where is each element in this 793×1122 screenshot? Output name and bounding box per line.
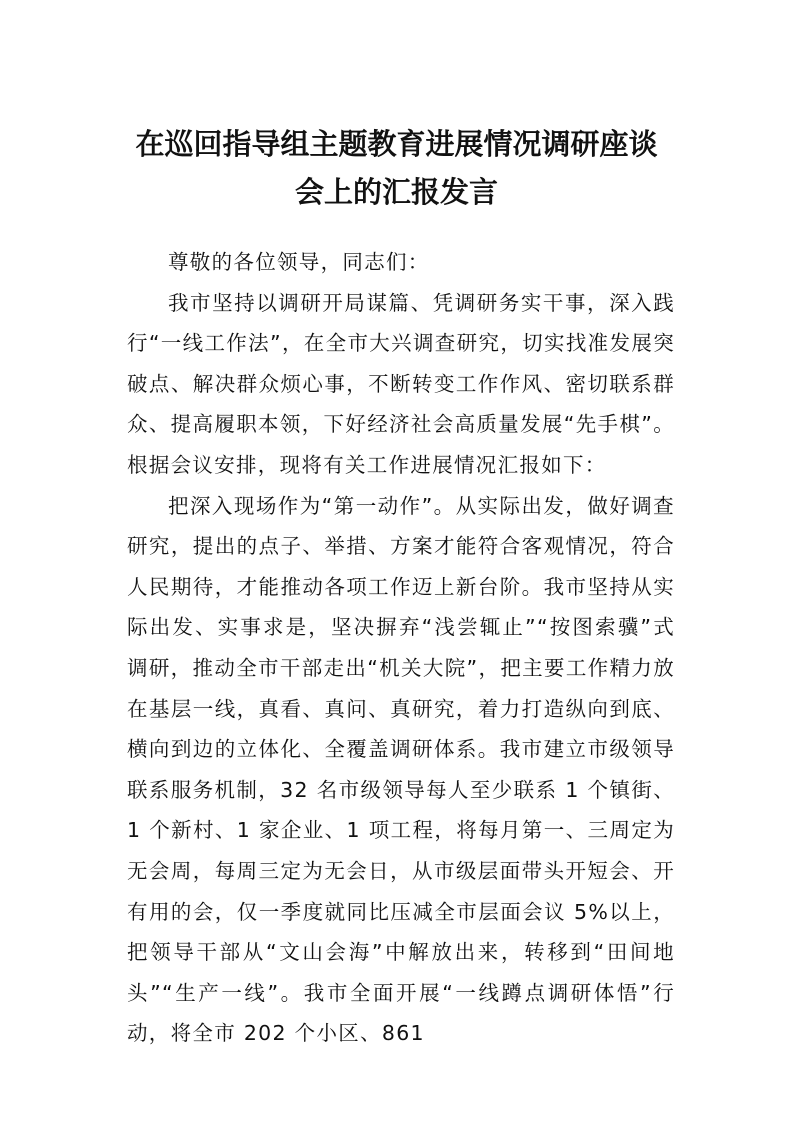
document-title-line-1: 在巡回指导组主题教育进展情况调研座谈 xyxy=(135,127,658,161)
paragraph-first-action: 把深入现场作为“第一动作”。从实际出发，做好调查研究，提出的点子、举措、方案才能符合客观情况，符合人民期待，才能推动各项工作迈上新台阶。我市坚持从实际出发、实事求是，坚决摒弃“浅尝辄止”“按图索骥”式调研，推动全市干部走出“机关大院”，把主要工作精力放在基层一线，真看、真问、真研究，着力打造纵向到底、横向到边的立体化、全覆盖调研体系。我市建立市级领导联系服务机制，32 名市级领导每人至少联系 1 个镇街、1 个新村、1 家企业、1 项工程，将每月第一、三周定为无会周，每周三定为无会日，从市级层面带头开短会、开有用的会，仅一季度就同比压减全市层面会议 5%以上，把领导干部从“文山会海”中解放出来，转移到“田间地头”“生产一线”。我市全面开展“一线蹲点调研体悟”行动，将全市 202 个小区、861 xyxy=(127,493,675,1046)
document-body xyxy=(127,242,675,1054)
paragraph-intro: 我市坚持以调研开局谋篇、凭调研务实干事，深入践行“一线工作法”，在全市大兴调查研究，切实找准发展突破点、解决群众烦心事，不断转变工作作风、密切联系群众、提高履职本领，下好经济社会高质量发展“先手棋”。根据会议安排，现将有关工作进展情况汇报如下： xyxy=(127,290,675,477)
salutation: 尊敬的各位领导，同志们： xyxy=(168,250,430,274)
document-title-line-2: 会上的汇报发言 xyxy=(294,175,498,209)
